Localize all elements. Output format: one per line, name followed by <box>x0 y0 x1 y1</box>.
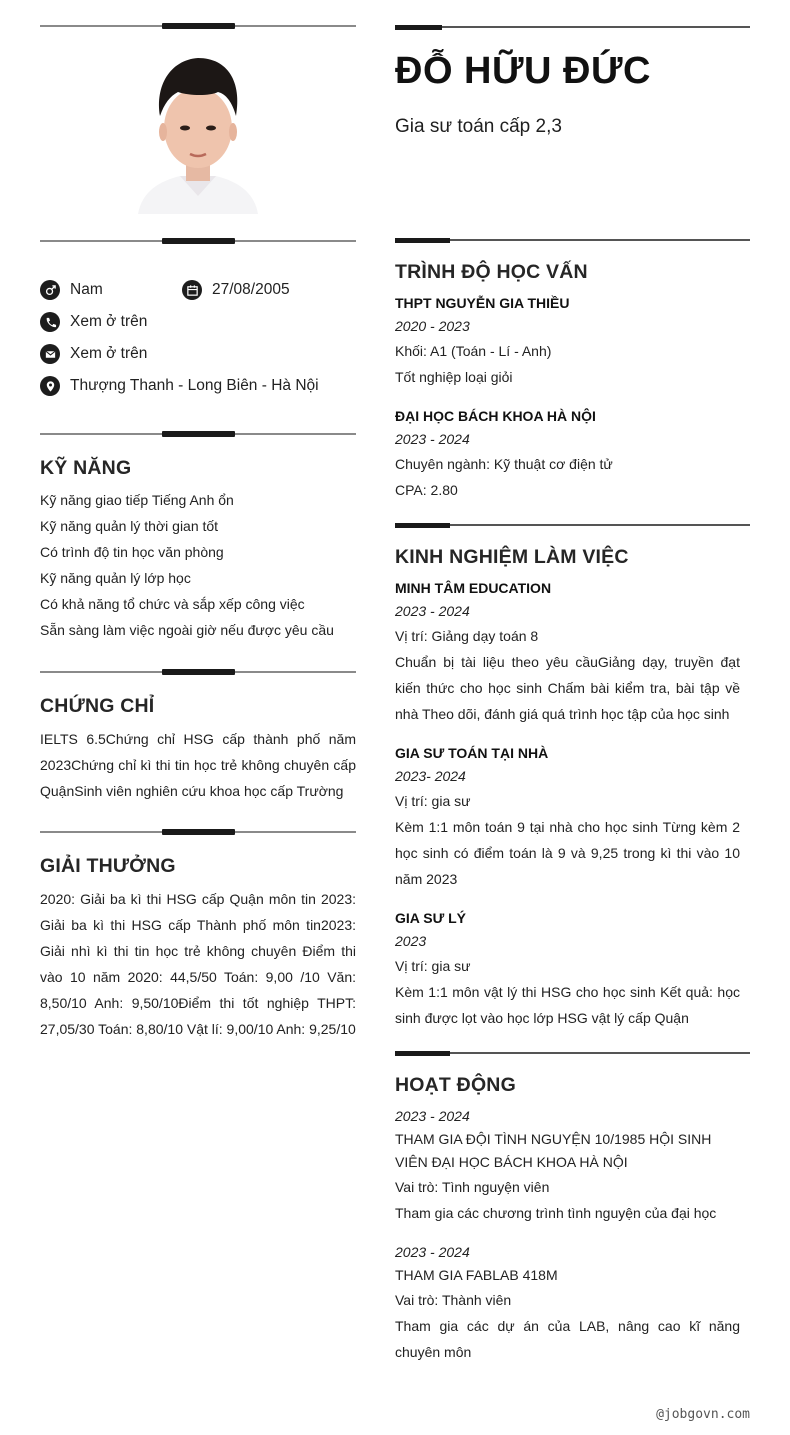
skill-item: Sẵn sàng làm việc ngoài giờ nếu được yêu cầu <box>40 622 334 638</box>
divider <box>40 238 356 244</box>
skill-item: Kỹ năng quản lý thời gian tốt <box>40 518 219 534</box>
activity-period: 2023 - 2024 <box>395 1108 470 1124</box>
experience-position: Vị trí: Giảng dạy toán 8 <box>395 628 539 644</box>
experience-position: Vị trí: gia sư <box>395 793 471 809</box>
divider <box>395 523 750 528</box>
activity-period: 2023 - 2024 <box>395 1244 470 1260</box>
candidate-name: ĐỖ HỮU ĐỨC <box>395 50 651 92</box>
skill-item: Có khả năng tổ chức và sắp xếp công việc <box>40 596 305 612</box>
experience-period: 2023 - 2024 <box>395 603 470 619</box>
experience-description: Chuẩn bị tài liệu theo yêu cầuGiảng dạy, truyền đạt kiến thức cho học sinh Chấm bài kiểm tra, bài tập về nhà Theo dõi, đánh giá quá trình học tập của học sinh <box>395 654 740 722</box>
activity-name: THAM GIA FABLAB 418M <box>395 1267 558 1283</box>
experience-company: GIA SƯ TOÁN TẠI NHÀ <box>395 745 549 761</box>
calendar-icon <box>182 280 202 300</box>
certificates-text: IELTS 6.5Chứng chỉ HSG cấp thành phố năm 2023Chứng chỉ kì thi tin học trẻ không chuyên cấp QuậnSinh viên nghiên cứu khoa học cấp Trường <box>40 731 356 799</box>
experience-period: 2023- 2024 <box>395 768 466 784</box>
phone-row <box>40 311 147 333</box>
location-pin-icon <box>40 376 60 396</box>
education-school: THPT NGUYỄN GIA THIỀU <box>395 295 570 311</box>
skill-item: Kỹ năng giao tiếp Tiếng Anh ổn <box>40 492 234 508</box>
divider <box>395 238 750 243</box>
gender-row <box>40 279 103 301</box>
experience-title: KINH NGHIỆM LÀM VIỆC <box>395 546 629 568</box>
birthdate-value: 27/08/2005 <box>212 281 290 298</box>
gender-value: Nam <box>70 281 103 298</box>
birthdate-row <box>182 279 290 301</box>
activity-name: THAM GIA ĐỘI TÌNH NGUYỆN 10/1985 HỘI SINH VIÊN ĐẠI HỌC BÁCH KHOA HÀ NỘI <box>395 1131 712 1170</box>
email-icon <box>40 344 60 364</box>
divider <box>395 1051 750 1056</box>
education-detail: CPA: 2.80 <box>395 482 458 498</box>
education-detail: Tốt nghiệp loại giỏi <box>395 369 513 385</box>
candidate-role: Gia sư toán cấp 2,3 <box>395 116 562 137</box>
activity-description: Tham gia các dự án của LAB, nâng cao kĩ năng chuyên môn <box>395 1318 740 1360</box>
profile-photo <box>130 46 266 214</box>
education-period: 2020 - 2023 <box>395 318 470 334</box>
phone-value: Xem ở trên <box>70 313 148 330</box>
divider <box>395 25 750 30</box>
education-detail: Chuyên ngành: Kỹ thuật cơ điện tử <box>395 456 613 472</box>
divider <box>40 431 356 437</box>
experience-company: GIA SƯ LÝ <box>395 910 466 926</box>
education-period: 2023 - 2024 <box>395 431 470 447</box>
divider <box>40 829 356 835</box>
activity-role: Vai trò: Thành viên <box>395 1292 512 1308</box>
experience-period: 2023 <box>395 933 427 949</box>
activity-role: Vai trò: Tình nguyện viên <box>395 1179 550 1195</box>
experience-company: MINH TÂM EDUCATION <box>395 580 552 596</box>
divider <box>40 669 356 675</box>
address-value: Thượng Thanh - Long Biên - Hà Nội <box>70 377 319 394</box>
awards-text: 2020: Giải ba kì thi HSG cấp Quận môn tin 2023: Giải ba kì thi HSG cấp Thành phố môn tin2023: Giải nhì kì thi tin học trẻ không chuyên Điểm thi vào 10 năm 2020: 44,5/50 Toán: 9,00 /10 Văn: 8,50/10 Anh: 9,50/10Điểm thi tốt nghiệp THPT: 27,05/30 Toán: 8,80/10 Vật lí: 9,00/10 Anh: 9,25/10 <box>40 891 356 1037</box>
education-school: ĐẠI HỌC BÁCH KHOA HÀ NỘI <box>395 408 596 424</box>
divider <box>40 23 356 29</box>
email-value: Xem ở trên <box>70 345 148 362</box>
awards-title: GIẢI THƯỞNG <box>40 855 176 877</box>
experience-description: Kèm 1:1 môn toán 9 tại nhà cho học sinh Từng kèm 2 học sinh có điểm toán là 9 và 9,25 trong kì thi vào 10 năm 2023 <box>395 819 740 887</box>
education-detail: Khối: A1 (Toán - Lí - Anh) <box>395 343 552 359</box>
skills-title: KỸ NĂNG <box>40 457 132 479</box>
address-row <box>40 375 319 397</box>
activities-title: HOẠT ĐỘNG <box>395 1074 516 1096</box>
gender-icon <box>40 280 60 300</box>
skill-item: Có trình độ tin học văn phòng <box>40 544 224 560</box>
email-row <box>40 343 147 365</box>
watermark: @jobgovn.com <box>656 1407 750 1422</box>
experience-description: Kèm 1:1 môn vật lý thi HSG cho học sinh Kết quả: học sinh được lọt vào học lớp HSG vật lý cấp Quận <box>395 984 740 1026</box>
activity-description: Tham gia các chương trình tình nguyện của đại học <box>395 1205 717 1221</box>
phone-icon <box>40 312 60 332</box>
education-title: TRÌNH ĐỘ HỌC VẤN <box>395 261 588 283</box>
skill-item: Kỹ năng quản lý lớp học <box>40 570 191 586</box>
certificates-title: CHỨNG CHỈ <box>40 695 155 717</box>
experience-position: Vị trí: gia sư <box>395 958 471 974</box>
